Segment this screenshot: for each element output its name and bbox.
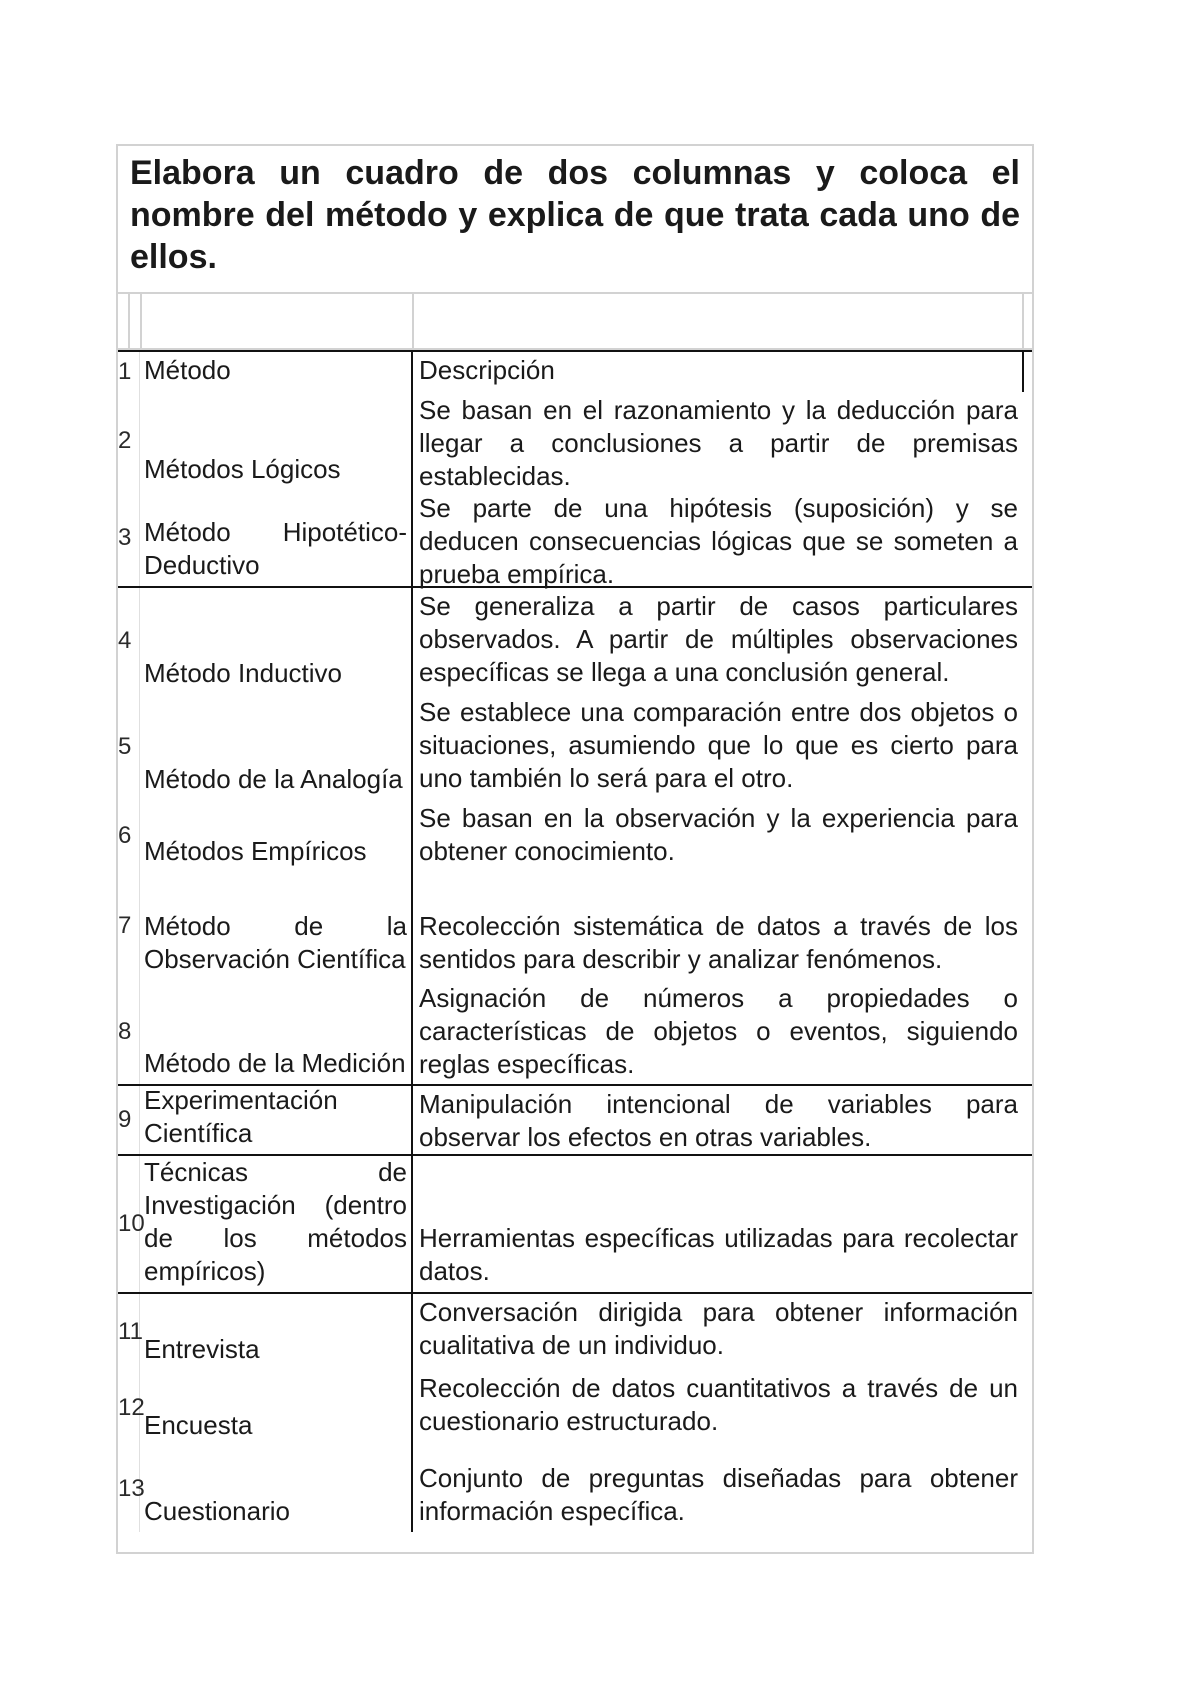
table-row <box>118 980 1032 1086</box>
method-description: Recolección de datos cuantitativos a través de un cuestionario estructurado. <box>419 1373 1018 1436</box>
method-name: Método Inductivo <box>140 588 413 694</box>
table-row <box>118 1156 1032 1294</box>
column-header-description: Descripción <box>413 352 1024 392</box>
method-name: Técnicas de Investigación (dentro de los métodos empíricos) <box>140 1156 413 1292</box>
method-name: Entrevista <box>140 1294 413 1370</box>
method-name: Métodos Empíricos <box>140 800 413 872</box>
row-number: 12 <box>118 1370 140 1446</box>
table-row <box>118 490 1032 588</box>
spreadsheet-gutter <box>118 294 1032 350</box>
row-number: 9 <box>118 1086 140 1154</box>
row-number: 8 <box>118 980 140 1084</box>
method-description-text: Herramientas específicas utilizadas para recolectar datos. <box>419 1223 1018 1286</box>
method-description: Se basan en la observación y la experiencia para obtener conocimiento. <box>419 803 1018 866</box>
row-number: 5 <box>118 694 140 800</box>
row-number: 6 <box>118 800 140 872</box>
table-row <box>118 588 1032 694</box>
row-number: 3 <box>118 490 140 586</box>
method-description: Se parte de una hipótesis (suposición) y se deducen consecuencias lógicas que se someten a prueba empírica. <box>419 493 1018 589</box>
method-name: Método de la Analogía <box>140 694 413 800</box>
method-name: Encuesta <box>140 1370 413 1446</box>
gutter-line <box>1022 294 1024 348</box>
method-name: Cuestionario <box>140 1446 413 1532</box>
method-name: Métodos Lógicos <box>140 392 413 490</box>
methods-table <box>118 350 1032 1532</box>
method-description-text: Conjunto de preguntas diseñadas para obtener información específica. <box>419 1463 1018 1526</box>
row-number: 10 <box>118 1156 140 1292</box>
table-row <box>118 800 1032 872</box>
method-description: Se basan en el razonamiento y la deducción para llegar a conclusiones a partir de premisas establecidas. <box>419 395 1018 491</box>
table-row <box>118 1294 1032 1370</box>
table-row <box>118 1370 1032 1446</box>
table-row <box>118 872 1032 980</box>
method-description: Se establece una comparación entre dos objetos o situaciones, asumiendo que lo que es cierto para uno también lo será para el otro. <box>419 697 1018 793</box>
page-heading: Elabora un cuadro de dos columnas y coloca el nombre del método y explica de que trata cada uno de ellos. <box>118 146 1032 294</box>
method-name: Método de la Observación Científica <box>140 872 413 980</box>
method-name: Experimentación Científica <box>140 1086 413 1154</box>
method-description <box>413 1156 1024 1292</box>
row-number: 11 <box>118 1294 140 1370</box>
method-description-text: Recolección sistemática de datos a través de los sentidos para describir y analizar fenómenos. <box>419 911 1018 974</box>
column-header-method: Método <box>140 352 413 392</box>
table-row <box>118 392 1032 490</box>
table-row <box>118 694 1032 800</box>
document-sheet <box>116 144 1034 1554</box>
method-description <box>413 1446 1024 1532</box>
row-number: 4 <box>118 588 140 694</box>
table-row <box>118 1086 1032 1156</box>
method-description: Se generaliza a partir de casos particulares observados. A partir de múltiples observaciones específicas se llega a una conclusión general. <box>419 591 1018 687</box>
gutter-line <box>128 294 142 348</box>
method-name: Método Hipotético-Deductivo <box>140 490 413 586</box>
row-number: 13 <box>118 1446 140 1532</box>
row-number: 7 <box>118 872 140 980</box>
method-description: Asignación de números a propiedades o características de objetos o eventos, siguiendo reglas específicas. <box>419 983 1018 1079</box>
row-number: 1 <box>118 352 140 392</box>
method-description: Manipulación intencional de variables para observar los efectos en otras variables. <box>419 1089 1018 1152</box>
gutter-line <box>412 294 414 348</box>
table-row <box>118 1446 1032 1532</box>
method-description: Conversación dirigida para obtener información cualitativa de un individuo. <box>419 1297 1018 1360</box>
row-number: 2 <box>118 392 140 490</box>
method-description <box>413 872 1024 980</box>
method-name: Método de la Medición <box>140 980 413 1084</box>
table-header-row <box>118 350 1032 392</box>
